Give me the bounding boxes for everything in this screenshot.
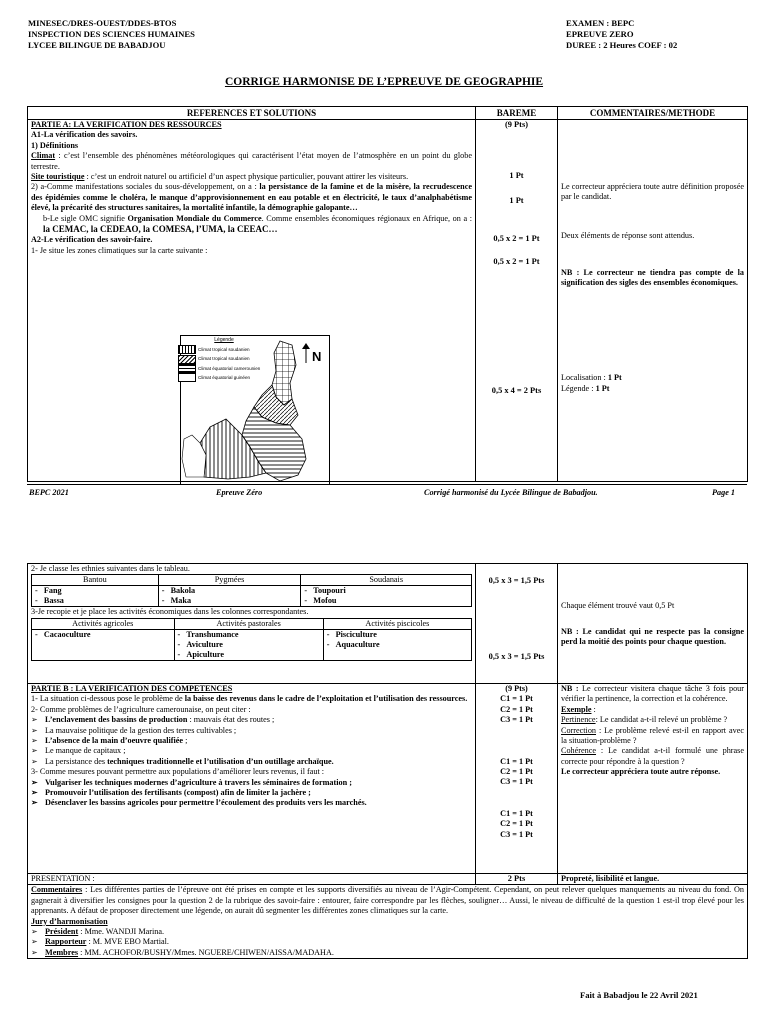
activites-table — [31, 618, 472, 661]
q2b-mid: . Comme ensembles économiques régionaux en Afrique, on a : — [261, 213, 472, 223]
comment-legende — [561, 384, 744, 394]
list-item — [31, 726, 472, 736]
comments-cell — [558, 120, 748, 482]
comment-definitions: Le correcteur appréciera toute autre définition proposée par le candidat. — [561, 182, 744, 202]
presentation-criteria: Propreté, lisibilité et langue. — [558, 874, 748, 885]
membres-names: : MM. ACHOFOR/BUSHY/Mmes. NGUERE/CHIWEN/AISSA/MADAHA. — [78, 947, 334, 957]
partB-q2: 2- Comme problèmes de l’agriculture camerounaise, on peut citer : — [31, 704, 251, 714]
problem-5-detail: techniques traditionnelle et l’utilisation d’un outillage archaïque. — [107, 756, 334, 766]
partB-nb — [561, 684, 744, 705]
map-legend-label: Climat tropical soudanien — [198, 347, 250, 352]
correction-text: : Le problème relevé est-il en rapport avec la situation-problème ? — [561, 725, 744, 746]
column-header-references: REFERENCES ET SOLUTIONS — [28, 107, 476, 120]
bareme-map: 0,5 x 4 = 2 Pts — [491, 386, 542, 395]
problem-3-end: ; — [183, 736, 188, 746]
map-legend-item — [178, 373, 270, 382]
list-item — [31, 798, 472, 808]
references-cell — [28, 120, 476, 482]
comments-cell-3: NB : Le correcteur visitera chaque tâche 3 fois pour vérifier la pertinence, la correction et la cohérence. Exemple : Pertinence: Le candidat a-t-il relevé un problème ? Correction : Le problème relevé est-il en rapport avec la situation-problème ? Cohérence : Le candidat a-t-il formulé une phrase correcte pour répondre à la question ? Le correcteur appréciera toute autre réponse. — [558, 684, 748, 874]
membres-label: Membres — [45, 947, 79, 957]
localisation-label: Localisation : — [561, 373, 608, 382]
bareme-q2b: 0,5 x 2 = 1 Pt — [493, 257, 540, 266]
activites-head-piscicoles: Activités piscicoles — [323, 618, 471, 629]
column-header-bareme: BAREME — [476, 107, 558, 120]
signature-date: Fait à Babadjou le 22 Avril 2021 — [580, 990, 698, 1000]
activite-cell: Aquaculture — [335, 639, 380, 649]
bareme-cell-3 — [476, 684, 558, 874]
activite-cell: Cacaoculture — [43, 629, 91, 639]
climat-definition — [31, 151, 472, 172]
footer-rule — [27, 484, 747, 485]
answer-table-page1 — [27, 106, 748, 482]
ethnies-head-soudanais: Soudanais — [301, 575, 472, 586]
nb-label: NB : — [561, 684, 583, 693]
bareme-cell-2 — [476, 564, 558, 684]
pertinence-label: Pertinence — [561, 715, 596, 725]
footer-exam: BEPC 2021 — [29, 488, 69, 497]
partA-heading: PARTIE A: LA VERIFICATION DES RESSOURCES — [31, 120, 222, 129]
partB-q3: 3- Comme mesures pouvant permettre aux populations d’améliorer leurs revenus, il faut : — [31, 767, 325, 777]
rapporteur-label: Rapporteur — [45, 937, 87, 947]
map-legend-label: Climat équatorial camerounien — [198, 365, 261, 371]
climat-term: Climat — [31, 151, 56, 161]
q2-ethnies: 2- Je classe les ethnies suivantes dans le tableau. — [31, 564, 190, 573]
list-item — [31, 736, 472, 746]
partB-q1-intro: 1- La situation ci-dessous pose le problème de — [31, 694, 185, 704]
activite-cell: Pisciculture — [335, 629, 377, 639]
list-item — [31, 746, 472, 756]
partA-points: (9 Pts) — [504, 120, 529, 129]
header-right-line: EXAMEN : BEPC — [566, 18, 635, 28]
activites-head-agricoles: Activités agricoles — [32, 618, 175, 629]
president-name: : Mme. WANDJI Marina. — [78, 927, 165, 937]
ethnie-cell: Bassa — [43, 596, 64, 606]
ethnie-cell: Maka — [170, 596, 192, 606]
table-row: - Cacaoculture - Transhumance - Aviculture - Apiculture - Pisciculture - Aquaculture — [32, 629, 472, 660]
example-label: Exemple — [561, 704, 592, 714]
bareme-site: 1 Pt — [509, 196, 524, 205]
q2a-intro: 2) a-Comme manifestations sociales du sous-développement, on a : — [31, 182, 260, 192]
header-left-line: LYCEE BILINGUE DE BABADJOU — [28, 40, 166, 50]
list-item — [31, 715, 472, 725]
a1-title: A1-La vérification des savoirs. — [31, 130, 138, 140]
bareme-q3-activites: 0,5 x 3 = 1,5 Pts — [488, 652, 545, 661]
harmonisation-comments — [31, 885, 744, 916]
problem-5: La persistance des — [45, 756, 108, 766]
a2-question1: 1- Je situe les zones climatiques sur la carte suivante : — [31, 245, 208, 255]
problem-1-detail: : mauvais état des routes ; — [187, 715, 275, 725]
header-left-line: MINESEC/DRES-OUEST/DDES-BTOS — [28, 18, 177, 28]
comment-localisation — [561, 373, 744, 383]
criteria-c3: C3 = 1 Pt — [500, 715, 533, 725]
map-legend-title: Légende — [214, 337, 234, 343]
partB-q1-answer: la baisse des revenus dans le cadre de l’exploitation et l’utilisation des ressources. — [184, 694, 468, 704]
list-item — [31, 948, 744, 958]
q2b-list: la CEMAC, la CEDEAO, la COMESA, l’UMA, la CEEAC… — [43, 224, 278, 235]
presentation-label: PRESENTATION : — [28, 874, 476, 885]
list-item — [31, 788, 472, 798]
criteria-c1: C1 = 1 Pt — [500, 808, 533, 818]
coherence-comment — [561, 746, 744, 767]
q2b-answer — [31, 214, 472, 236]
column-header-comments: COMMENTAIRES/METHODE — [558, 107, 748, 120]
header-right-line: EPREUVE ZERO — [566, 29, 634, 39]
problem-4: Le manque de capitaux ; — [45, 746, 126, 756]
definitions-title: 1) Définitions — [31, 140, 79, 150]
document-title: CORRIGE HARMONISE DE L’EPREUVE DE GEOGRAPHIE — [224, 76, 544, 88]
measure-3: Désenclaver les bassins agricoles pour permettre l’écoulement des produits vers les marchés. — [45, 798, 367, 808]
bareme-cell — [476, 120, 558, 482]
problem-3: L’absence de la main d’oeuvre qualifiée — [45, 736, 184, 746]
q2b-omc: Organisation Mondiale du Commerce — [127, 213, 262, 223]
list-item — [31, 937, 744, 947]
ethnies-head-bantou: Bantou — [32, 575, 159, 586]
map-legend-label: Climat équatorial guinéen — [198, 374, 251, 380]
footer-school: Corrigé harmonisé du Lycée Bilingue de Babadjou. — [424, 488, 598, 497]
correction-comment — [561, 726, 744, 747]
header-left-line: INSPECTION DES SCIENCES HUMAINES — [28, 29, 195, 39]
ethnie-cell: Toupouri — [313, 586, 346, 596]
criteria-c2: C2 = 1 Pt — [500, 704, 533, 714]
header-left — [28, 18, 195, 51]
climat-text: : c’est l’ensemble des phénomènes météorologiques qui caractérisent l’état moyen de l’atmosphère en un point du globe terrestre. — [31, 151, 472, 171]
partB-q1 — [31, 694, 472, 704]
coherence-label: Cohérence — [561, 746, 597, 756]
jury-title: Jury d’harmonisation — [31, 916, 108, 926]
presentation-points: 2 Pts — [476, 874, 558, 885]
answer-table-page2 — [27, 563, 748, 959]
problem-2: La mauvaise politique de la gestion des terres cultivables ; — [45, 725, 237, 735]
north-label: N — [312, 349, 322, 364]
ethnie-cell: Mofou — [313, 596, 337, 606]
partB-heading: PARTIE B : LA VERIFICATION DES COMPETENCES — [31, 684, 233, 693]
ethnie-cell: Fang — [43, 586, 62, 596]
criteria-c2: C2 = 1 Pt — [500, 819, 533, 829]
q2a-text: la persistance de la famine et de la misère, la recrudescence des épidémies comme le choléra, le manque d’approvisionnement en eau potable et en électricité, le taux d’analphabétisme élevé, la précarité des structures sanitaires, la mortalité infantile, la démographie galopante… — [31, 182, 472, 213]
activite-cell: Transhumance — [186, 629, 239, 639]
header-right — [566, 18, 677, 51]
comments-jury-cell — [28, 885, 748, 959]
correction-label: Correction — [561, 725, 597, 735]
q3-activites: 3-Je recopie et je place les activités économiques dans les colonnes correspondantes. — [31, 607, 309, 617]
site-definition — [31, 172, 472, 182]
comment-activites: NB : Le candidat qui ne respecte pas la consigne perd la moitié des points pour chaque question. — [561, 627, 744, 647]
president-label: Président — [45, 927, 79, 937]
comments-text: : Les différentes parties de l’épreuve ont été prises en compte et les supports diversifiés au niveau de l’Agir-Compétent. Cependant, on peut relever quelques manquements au niveau du fond. On gagnerait à diversifier les consignes pour la question 2 de la rubrique des savoir-faire : entourer, faire correspondre par les flèches, souligner… Aussi, le niveau de difficulté de la question 1 est-il trop élevé pour les apprenants. A défaut de proposer directement une légende, on aurait dû segmenter les différentes zones climatiques sur la carte. — [31, 885, 744, 916]
measure-1: Vulgariser les techniques modernes d’agriculture à travers les séminaires de formation ; — [45, 777, 352, 787]
comments-label: Commentaires — [31, 885, 83, 895]
bareme-climat: 1 Pt — [509, 171, 524, 180]
criteria-c1: C1 = 1 Pt — [500, 694, 533, 704]
comments-cell-2 — [558, 564, 748, 684]
map-legend-item — [178, 354, 270, 363]
criteria-c3: C3 = 1 Pt — [500, 777, 533, 787]
criteria-c3: C3 = 1 Pt — [500, 829, 533, 839]
footer-epreuve: Epreuve Zéro — [216, 488, 263, 497]
comment-q2a: Deux éléments de réponse sont attendus. — [561, 231, 695, 240]
criteria-c1: C1 = 1 Pt — [500, 756, 533, 766]
partB-points: (9 Pts) — [505, 684, 528, 693]
criteria-c2: C2 = 1 Pt — [500, 767, 533, 777]
site-term: Site touristique — [31, 172, 85, 182]
activites-head-pastorales: Activités pastorales — [174, 618, 323, 629]
list-item — [31, 778, 472, 788]
list-item — [31, 927, 744, 937]
table-row: - Fang - Bassa - Bakola - Maka - Toupouri - Mofou — [32, 586, 472, 607]
nb-text: Le correcteur visitera chaque tâche 3 fois pour vérifier la pertinence, la correction et la cohérence. — [561, 684, 745, 704]
map-legend — [178, 336, 270, 382]
list-item — [31, 757, 472, 767]
savoir-faire-cell — [28, 564, 476, 684]
partB-final-comment: Le correcteur appréciera toute autre réponse. — [561, 767, 721, 777]
rapporteur-name: : M. MVE EBO Martial. — [86, 937, 169, 947]
measure-2: Promouvoir l’utilisation des fertilisants (compost) afin de limiter la jachère ; — [45, 788, 311, 798]
comment-q2b: NB : Le correcteur ne tiendra pas compte de la signification des sigles des ensembles économiques. — [561, 268, 744, 288]
pertinence-text: : Le candidat a-t-il relevé un problème ? — [595, 715, 728, 725]
pertinence-comment — [561, 715, 744, 725]
a2-title: A2-Le vérification des savoir-faire. — [31, 235, 153, 245]
map-legend-label: Climat tropical soudanien — [198, 356, 250, 362]
bareme-q2a: 0,5 x 2 = 1 Pt — [493, 234, 540, 243]
localisation-points: 1 Pt — [607, 373, 622, 382]
coherence-text: : Le candidat a-t-il formulé une phrase correcte pour répondre à la question ? — [561, 746, 744, 766]
problem-1: L’enclavement des bassins de production — [45, 715, 188, 725]
activite-cell: Aviculture — [186, 639, 223, 649]
q2b-intro: b-Le sigle OMC signifie — [43, 213, 128, 223]
activite-cell: Apiculture — [186, 649, 225, 659]
site-text: : c’est un endroit naturel ou artificiel d’un aspect physique particulier, pouvant attirer les visiteurs. — [84, 172, 409, 182]
bareme-q2-ethnies: 0,5 x 3 = 1,5 Pts — [488, 576, 545, 585]
legende-label: Légende : — [561, 384, 596, 393]
map-legend-item — [178, 364, 270, 373]
ethnie-cell: Bakola — [170, 586, 196, 596]
ethnies-table — [31, 574, 472, 607]
ethnies-head-pygmees: Pygmées — [158, 575, 301, 586]
header-right-line: DUREE : 2 Heures COEF : 02 — [566, 40, 678, 50]
footer-page: Page 1 — [712, 488, 735, 497]
partB-cell — [28, 684, 476, 874]
q2a-answer — [31, 182, 472, 213]
legende-points: 1 Pt — [595, 384, 610, 393]
comment-ethnies: Chaque élément trouvé vaut 0,5 Pt — [561, 601, 675, 610]
map-legend-item — [178, 345, 270, 354]
